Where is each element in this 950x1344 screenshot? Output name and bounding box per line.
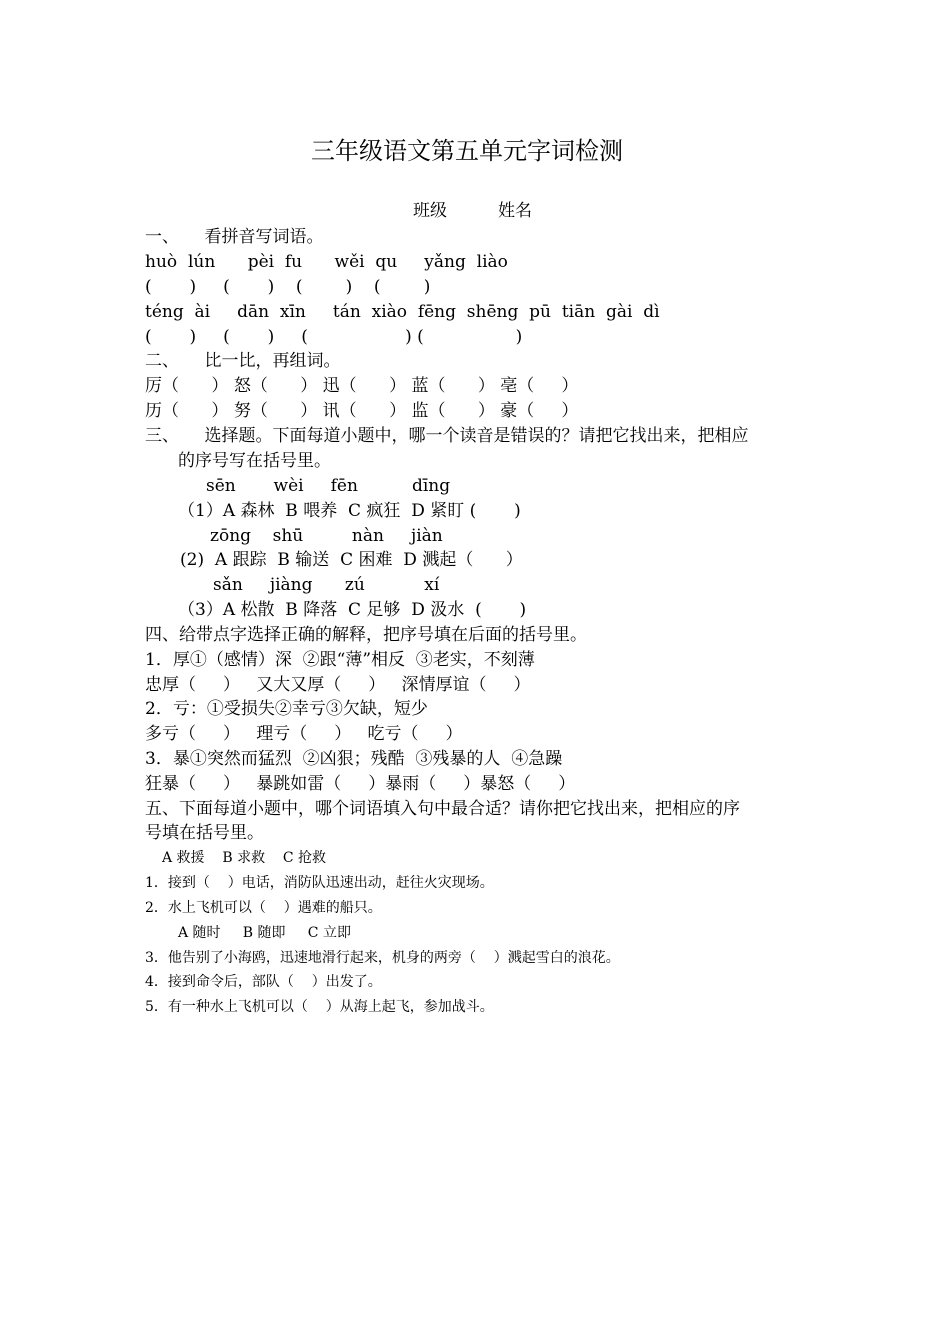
section-5-question-4: 4．接到命令后，部队（ ）出发了。 <box>145 974 382 990</box>
section-5-question-1: 1．接到（ ）电话，消防队迅速出动，赶往火灾现场。 <box>145 875 494 891</box>
section-1-pinyin-row-2: téng ài dān xīn tán xiào fēng shēng pū tiān gài dì <box>145 302 660 322</box>
section-4-item-2: 2．亏：①受损失②幸亏③欠缺，短少 <box>145 699 428 719</box>
question-2: (2) A 跟踪 B 输送 C 困难 D 溅起（ ） <box>180 550 523 570</box>
section-3-heading: 三、 选择题。下面每道小题中，哪一个读音是错误的？请把它找出来，把相应 <box>145 426 749 446</box>
question-2-pinyin: zōng shū nàn jiàn <box>210 526 443 546</box>
section-3-heading-continued: 的序号写在括号里。 <box>178 451 331 471</box>
page-title: 三年级语文第五单元字词检测 <box>311 137 623 165</box>
section-2-heading: 二、 比一比，再组词。 <box>145 351 341 371</box>
section-5-heading: 五、下面每道小题中，哪个词语填入句中最合适？请你把它找出来，把相应的序 <box>145 799 740 819</box>
section-4-item-3: 3．暴①突然而猛烈 ②凶狠；残酷 ③残暴的人 ④急躁 <box>145 749 563 769</box>
section-5-question-2: 2．水上飞机可以（ ）遇难的船只。 <box>145 900 382 916</box>
section-1-blanks-row-2: ( ) ( ) ( ) ( ) <box>145 327 523 347</box>
section-1-pinyin-row-1: huò lún pèi fu wěi qu yǎng liào <box>145 252 508 272</box>
section-4-item-1-words: 忠厚（ ） 又大又厚（ ） 深情厚谊（ ） <box>145 675 531 695</box>
section-4-item-3-words: 狂暴（ ） 暴跳如雷（ ）暴雨（ ）暴怒（ ） <box>145 774 576 794</box>
option-set-2: A 随时 B 随即 C 立即 <box>178 925 351 941</box>
section-4-item-1: 1．厚①（感情）深 ②跟“薄”相反 ③老实，不刻薄 <box>145 650 535 670</box>
section-5-heading-continued: 号填在括号里。 <box>145 823 264 843</box>
question-3-pinyin: sǎn jiàng zú xí <box>213 575 440 595</box>
option-set-1: A 救援 B 求救 C 抢救 <box>162 850 327 866</box>
section-2-row-2: 历（ ） 努（ ） 讯（ ） 监（ ） 豪（ ） <box>145 401 579 421</box>
question-1: （1）A 森林 B 喂养 C 疯狂 D 紧盯 ( ) <box>178 501 521 521</box>
class-name-line: 班级 姓名 <box>413 201 532 221</box>
section-2-row-1: 厉（ ） 怒（ ） 迅（ ） 蓝（ ） 亳（ ） <box>145 376 579 396</box>
section-5-question-3: 3．他告别了小海鸥，迅速地滑行起来，机身的两旁（ ）溅起雪白的浪花。 <box>145 950 620 966</box>
section-1-blanks-row-1: ( ) ( ) ( ) ( ) <box>145 277 431 297</box>
section-5-question-5: 5．有一种水上飞机可以（ ）从海上起飞，参加战斗。 <box>145 999 494 1015</box>
question-3: （3）A 松散 B 降落 C 足够 D 汲水 ( ) <box>178 600 527 620</box>
section-4-heading: 四、给带点字选择正确的解释，把序号填在后面的括号里。 <box>145 625 587 645</box>
section-1-heading: 一、 看拼音写词语。 <box>145 227 324 247</box>
question-1-pinyin: sēn wèi fēn dīng <box>206 476 451 496</box>
section-4-item-2-words: 多亏（ ） 理亏（ ） 吃亏（ ） <box>145 724 463 744</box>
